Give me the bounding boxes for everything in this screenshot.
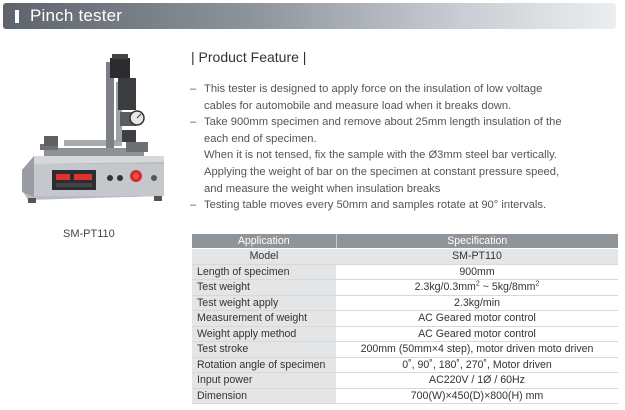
row-key: Test stroke bbox=[192, 342, 336, 358]
feature-item bbox=[190, 81, 620, 98]
feature-text: Take 900mm specimen and remove about 25mm length insulation of the bbox=[204, 116, 562, 129]
table-row bbox=[192, 264, 618, 280]
table-row bbox=[192, 249, 618, 265]
row-value: 0˚, 90˚, 180˚, 270˚, Motor driven bbox=[336, 357, 618, 373]
table-row bbox=[192, 280, 618, 296]
table-row bbox=[192, 373, 618, 389]
feature-text: each end of specimen. bbox=[204, 132, 317, 145]
row-value: 700(W)×450(D)×800(H) mm bbox=[336, 388, 618, 404]
row-key: Dimension bbox=[192, 388, 336, 404]
column-header: Specification bbox=[336, 234, 618, 249]
table-row bbox=[192, 311, 618, 327]
value-part: 2.3kg/0.3mm bbox=[414, 281, 476, 294]
row-key: Measurement of weight bbox=[192, 311, 336, 327]
feature-text: and measure the weight when insulation breaks bbox=[204, 182, 441, 195]
row-value: 2.3kg/min bbox=[336, 295, 618, 311]
table-row bbox=[192, 388, 618, 404]
row-key: Length of specimen bbox=[192, 264, 336, 280]
feature-item bbox=[190, 197, 620, 214]
product-caption: SM-PT110 bbox=[63, 228, 115, 240]
model-value: SM-PT110 bbox=[336, 249, 618, 265]
row-value: AC Geared motor control bbox=[336, 311, 618, 327]
dash-bullet: – bbox=[190, 116, 197, 129]
column-header: Application bbox=[192, 234, 336, 249]
row-value: 200mm (50mm×4 step), motor driven moto driven bbox=[336, 342, 618, 358]
feature-text: This tester is designed to apply force on the insulation of low voltage bbox=[204, 83, 543, 95]
row-value: 900mm bbox=[336, 264, 618, 280]
page-header bbox=[3, 3, 616, 29]
dash-bullet: – bbox=[190, 199, 197, 212]
row-value: AC220V / 1Ø / 60Hz bbox=[336, 373, 618, 389]
model-label: Model bbox=[192, 249, 336, 265]
feature-text: Applying the weight of bar on the specimen at constant pressure speed, bbox=[204, 165, 560, 178]
table-row bbox=[192, 326, 618, 342]
feature-text: cables for automobile and measure load when it breaks down. bbox=[204, 99, 512, 112]
feature-title: | Product Feature | bbox=[191, 49, 307, 65]
table-row bbox=[192, 342, 618, 358]
table-row bbox=[192, 295, 618, 311]
row-key: Test weight bbox=[192, 280, 336, 296]
row-key: Test weight apply bbox=[192, 295, 336, 311]
page-title: Pinch tester bbox=[30, 6, 123, 25]
header-marker bbox=[15, 10, 19, 23]
table-header-row bbox=[192, 234, 618, 249]
feature-item bbox=[190, 114, 620, 131]
row-key: Rotation angle of specimen bbox=[192, 357, 336, 373]
product-photo bbox=[14, 52, 174, 222]
row-value: AC Geared motor control bbox=[336, 326, 618, 342]
feature-text: When it is not tensed, fix the sample with the Ø3mm steel bar vertically. bbox=[204, 149, 557, 162]
feature-list bbox=[190, 81, 620, 214]
superscript: 2 bbox=[535, 280, 540, 288]
spec-table bbox=[192, 234, 618, 404]
value-part: ~ 5kg/8mm bbox=[479, 281, 536, 294]
row-value bbox=[336, 280, 618, 296]
superscript: 2 bbox=[475, 280, 480, 288]
row-key: Input power bbox=[192, 373, 336, 389]
table-row bbox=[192, 357, 618, 373]
row-key: Weight apply method bbox=[192, 326, 336, 342]
feature-text: Testing table moves every 50mm and samples rotate at 90° intervals. bbox=[204, 199, 547, 212]
dash-bullet: – bbox=[190, 83, 197, 95]
